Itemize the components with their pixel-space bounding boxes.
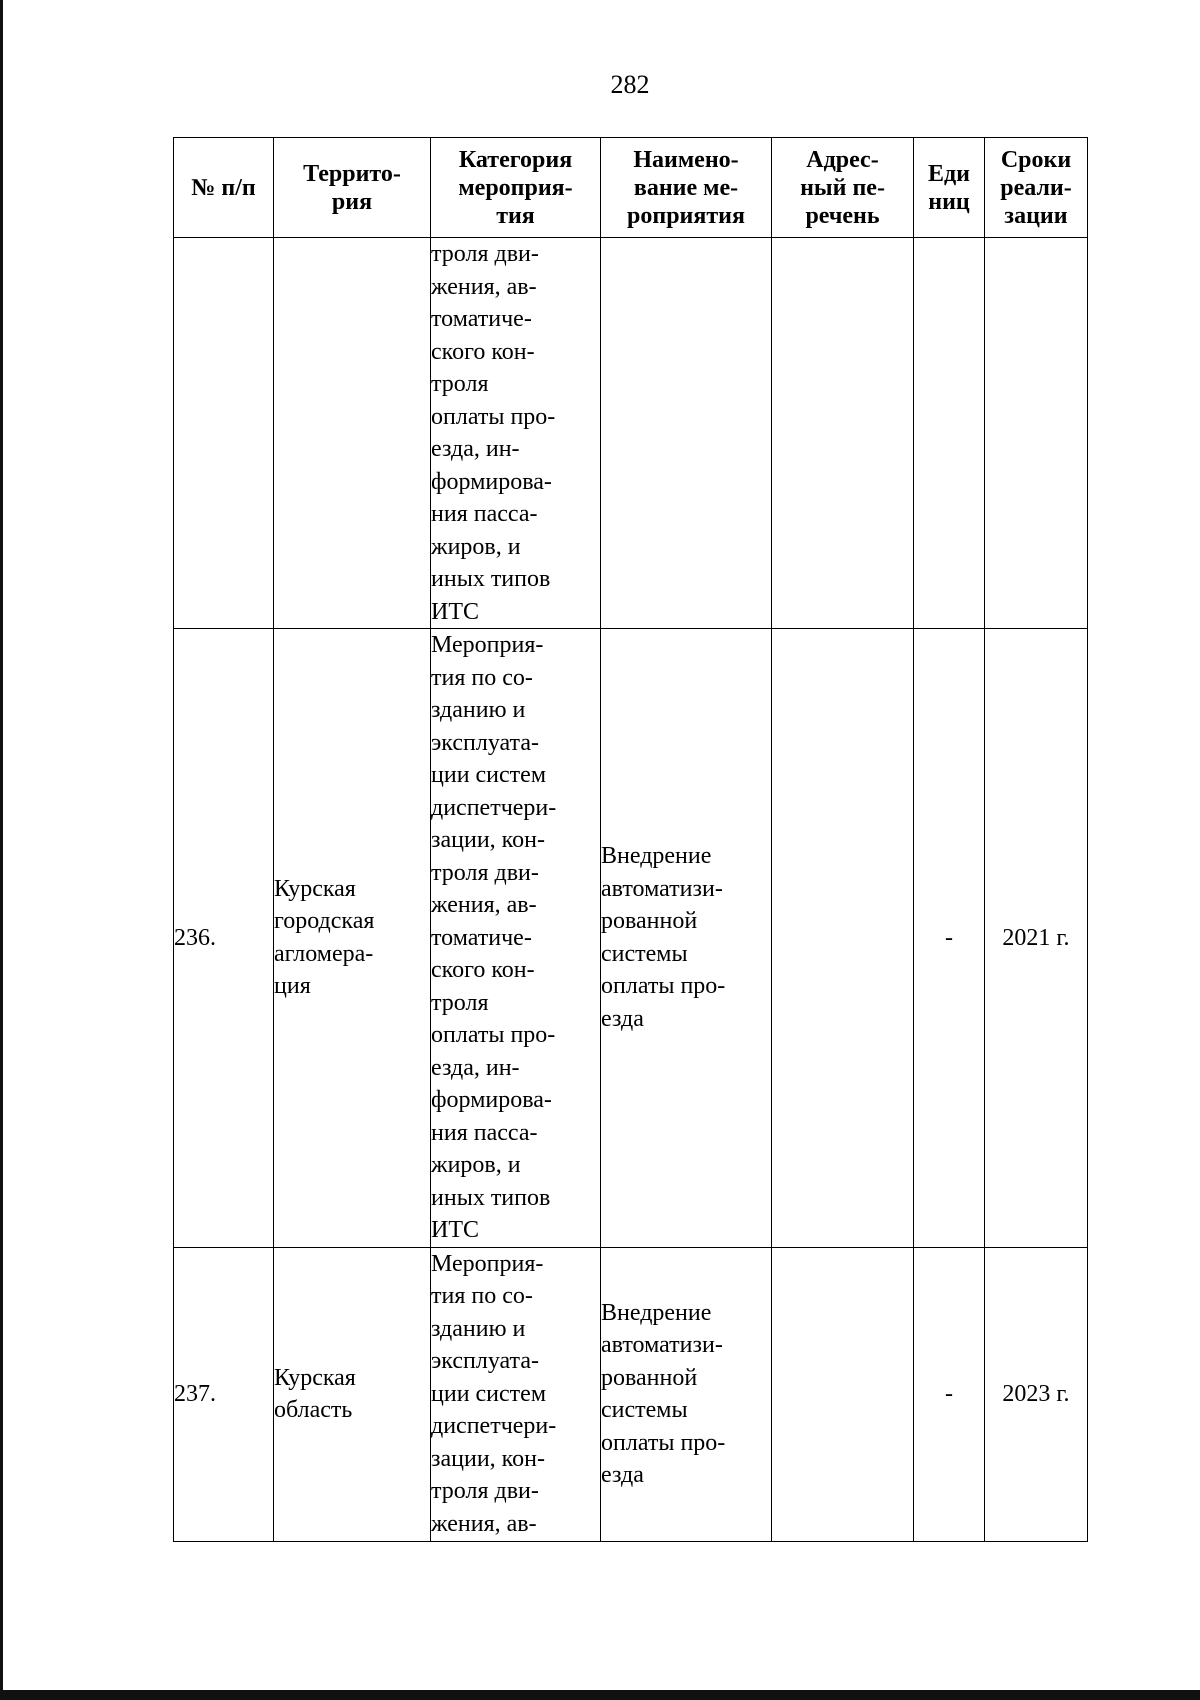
- cell-address: [772, 629, 914, 1248]
- cell-unit: -: [914, 1247, 985, 1541]
- territory-line: Курская: [274, 1364, 356, 1391]
- cell-term: 2021 г.: [985, 629, 1088, 1248]
- category-line: Мероприя-: [431, 632, 544, 658]
- name-line: езда: [601, 1462, 644, 1488]
- territory-line: агломера-: [274, 940, 374, 967]
- category-line: троля дви-: [431, 859, 539, 886]
- category-line: троля дви-: [431, 241, 539, 267]
- cell-unit: -: [914, 629, 985, 1248]
- name-line: автоматизи-: [601, 1332, 723, 1358]
- category-line: ИТС: [431, 598, 479, 625]
- category-line: троля: [431, 989, 489, 1016]
- cell-territory: [274, 238, 431, 629]
- category-line: томатиче-: [431, 924, 532, 951]
- page-number: 282: [610, 70, 650, 99]
- table-row: [174, 629, 1088, 1248]
- measures-table: [173, 137, 1088, 1542]
- cell-name: [601, 238, 772, 629]
- category-line: ского кон-: [431, 338, 535, 365]
- category-line: жения, ав-: [431, 273, 537, 300]
- category-line: зданию и: [431, 1315, 526, 1342]
- category-line: тия по со-: [431, 1283, 533, 1310]
- name-line: Внедрение: [601, 843, 712, 870]
- category-line: троля: [431, 371, 489, 397]
- category-line: жиров, и: [431, 1152, 521, 1178]
- category-line: Мероприя-: [431, 1250, 544, 1277]
- category-line: ИТС: [431, 1217, 479, 1243]
- header-category: Категория мероприя- тия: [431, 138, 601, 238]
- category-line: формирова-: [431, 1087, 552, 1113]
- category-line: ния пасса-: [431, 501, 538, 527]
- cell-number: [174, 238, 274, 629]
- name-line: оплаты про-: [601, 973, 726, 1000]
- category-line: иных типов: [431, 566, 551, 592]
- category-line: эксплуата-: [431, 729, 539, 756]
- name-line: Внедрение: [601, 1299, 712, 1326]
- category-line: диспетчери-: [431, 1413, 557, 1440]
- category-line: тия по со-: [431, 664, 533, 691]
- cell-category: [431, 238, 601, 629]
- category-line: эксплуата-: [431, 1348, 539, 1375]
- category-line: формирова-: [431, 468, 552, 495]
- category-line: езда, ин-: [431, 1054, 520, 1081]
- cell-territory: [274, 629, 431, 1248]
- category-line: езда, ин-: [431, 436, 520, 462]
- category-line: оплаты про-: [431, 403, 556, 430]
- category-line: ния пасса-: [431, 1119, 538, 1146]
- header-unit: Еди ниц: [914, 138, 985, 238]
- category-line: ции систем: [431, 762, 547, 788]
- name-line: рованной: [601, 908, 698, 935]
- name-line: рованной: [601, 1364, 698, 1391]
- header-row: [174, 138, 1088, 238]
- cell-address: [772, 1247, 914, 1541]
- header-number: № п/п: [174, 138, 274, 238]
- category-line: жения, ав-: [431, 892, 537, 918]
- territory-line: область: [274, 1397, 353, 1423]
- cell-category: [431, 1247, 601, 1541]
- cell-territory: [274, 1247, 431, 1541]
- table-row: [174, 238, 1088, 629]
- territory-line: городская: [274, 908, 375, 935]
- cell-unit: [914, 238, 985, 629]
- cell-name: [601, 629, 772, 1248]
- name-line: автоматизи-: [601, 875, 723, 902]
- category-line: зации, кон-: [431, 1445, 545, 1472]
- cell-name: [601, 1247, 772, 1541]
- table-body: [174, 238, 1088, 1542]
- category-line: оплаты про-: [431, 1022, 556, 1048]
- scan-left-edge: [0, 0, 3, 1700]
- header-territory: Террито- рия: [274, 138, 431, 238]
- cell-number: 236.: [174, 629, 274, 1248]
- cell-term: [985, 238, 1088, 629]
- category-line: томатиче-: [431, 306, 532, 332]
- cell-term: 2023 г.: [985, 1247, 1088, 1541]
- category-line: троля дви-: [431, 1478, 539, 1505]
- category-line: диспетчери-: [431, 794, 557, 821]
- cell-category: [431, 629, 601, 1248]
- header-name: Наимено- вание ме- роприятия: [601, 138, 772, 238]
- table-row: [174, 1247, 1088, 1541]
- territory-line: ция: [274, 973, 311, 1000]
- name-line: системы: [601, 1397, 688, 1423]
- category-line: жения, ав-: [431, 1510, 537, 1537]
- cell-address: [772, 238, 914, 629]
- cell-number: 237.: [174, 1247, 274, 1541]
- header-term: Сроки реали- зации: [985, 138, 1088, 238]
- scan-bottom-edge: [0, 1690, 1200, 1700]
- category-line: зации, кон-: [431, 827, 545, 853]
- category-line: жиров, и: [431, 533, 521, 560]
- category-line: ции систем: [431, 1380, 547, 1407]
- name-line: езда: [601, 1005, 644, 1032]
- name-line: оплаты про-: [601, 1429, 726, 1456]
- category-line: зданию и: [431, 697, 526, 723]
- name-line: системы: [601, 940, 688, 967]
- category-line: ского кон-: [431, 957, 535, 983]
- category-line: иных типов: [431, 1184, 551, 1211]
- territory-line: Курская: [274, 875, 356, 902]
- header-address: Адрес- ный пе- речень: [772, 138, 914, 238]
